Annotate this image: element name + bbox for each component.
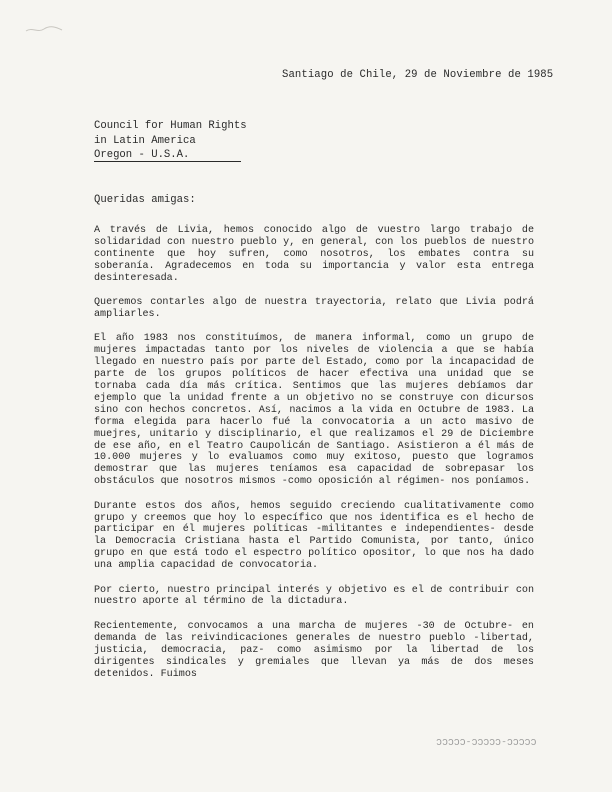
paragraph-1: A través de Livia, hemos conocido algo de vuestro largo trabajo de solidaridad con nuestro pueblo y, en general, con los pueblos de nuestro continente que hoy sufren, como nosotros, los embates contra su soberanía. Agradecemos en toda su importancia y valor esta entrega desinteresada. <box>94 225 534 284</box>
recipient-line-3: Oregon - U.S.A. <box>94 149 241 162</box>
paragraph-2: Queremos contarles algo de nuestra trayectoria, relato que Livia podrá ampliarles. <box>94 297 534 320</box>
letter-body <box>94 225 534 693</box>
recipient-line-2: in Latin America <box>94 134 196 147</box>
paragraph-5: Por cierto, nuestro principal interés y objetivo es el de contribuir con nuestro aporte al término de la dictadura. <box>94 584 534 608</box>
paragraph-3: El año 1983 nos constituímos, de manera informal, como un grupo de mujeres impactadas tanto por los niveles de violencia a que se había llegado en nuestro país por parte del Estado, como por la incapacidad de parte de los grupos políticos de hacer efectiva una unidad que se tornaba cada día más crítica. Sentimos que las mujeres debíamos dar ejemplo que la unidad frente a un objetivo no se construye con dicursos sino con hechos concretos. Así, nacimos a la vida en Octubre de 1983. La forma elegida para hacerlo fué la convocatoria a un acto masivo de muejres, unitario y disciplinario, el que realizamos el 29 de Diciembre de ese año, en el Teatro Caupolicán de Santiago. Asistieron a él más de 10.000 mujeres y lo evaluamos como muy exitoso, puesto que logramos demostrar que las mujeres teníamos esa capacidad de sobrepasar los obstáculos que nosotros mismos -como oposición al régimen- nos poníamos. <box>94 333 534 488</box>
recipient-line-1: Council for Human Rights <box>94 120 247 132</box>
paragraph-4: Durante estos dos años, hemos seguido creciendo cualitativamente como grupo y creemos que hoy lo específico que nos identifica es el hecho de participar en él mujeres políticas -militantes e independientes- desde la Democracia Cristiana hasta el Partido Comunista, por tanto, único grupo en que está todo el espectro político opositor, lo que nos ha dado una amplia capacidad de convocatoria. <box>94 500 534 572</box>
recipient-address <box>94 119 247 163</box>
paragraph-6: Recientemente, convocamos a una marcha de mujeres -30 de Octubre- en demanda de las reivindicaciones generales de nuestro pueblo -libertad, justicia, democracia, paz- como asimismo por la libertad de los dirigentes sindicales y gremiales que llevan ya más de dos meses detenidos. Fuimos <box>94 620 534 680</box>
dateline: Santiago de Chile, 29 de Noviembre de 1985 <box>282 69 554 81</box>
pencil-mark <box>24 24 64 34</box>
archive-stamp: CCCCC-CCCCC-CCCCC <box>436 736 537 747</box>
salutation: Queridas amigas: <box>94 194 196 206</box>
